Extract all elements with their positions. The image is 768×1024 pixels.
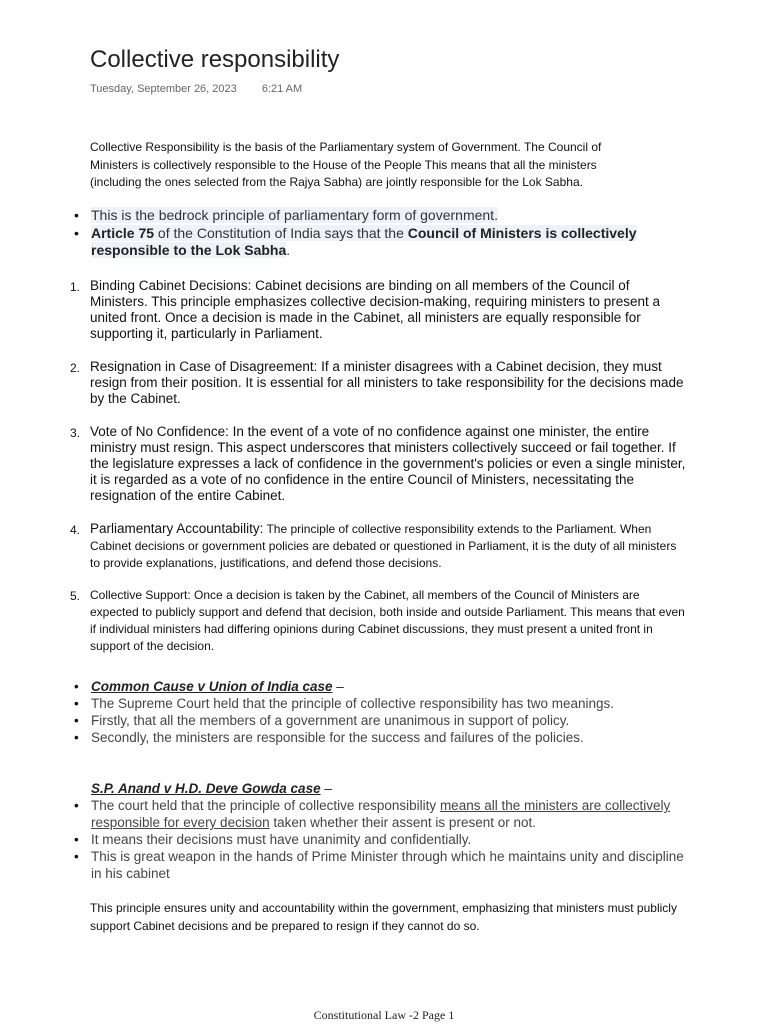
case1-heading: • Common Cause v Union of India case – xyxy=(72,678,692,695)
page-timestamp xyxy=(90,83,324,95)
principle-lead: Parliamentary Accountability: xyxy=(90,521,264,536)
case1-point-1: • The Supreme Court held that the principle of collective responsibility has two meanings. xyxy=(72,695,692,712)
principle-text: Resignation in Case of Disagreement: If a minister disagrees with a Cabinet decision, they must resign from their position. It is essential for all ministers to take responsibility for the decisions made by the Cabinet. xyxy=(90,359,684,406)
intro-paragraph: Collective Responsibility is the basis of the Parliamentary system of Government. The Council of Ministers is collectively responsible to the House of the People This means that all the ministers (including the ones selected from the Rajya Sabha) are jointly responsible for the Lok Sabha. xyxy=(90,140,602,189)
item-number: 4. xyxy=(70,523,81,537)
case2-point-3: • This is great weapon in the hands of Prime Minister through which he maintains unity and discipline in his cabinet xyxy=(72,848,692,882)
closing-paragraph: This principle ensures unity and accountability within the government, emphasizing that ministers must publicly support Cabinet decisions and be prepared to resign if they cannot do so. xyxy=(90,901,677,933)
item-number: 2. xyxy=(70,361,81,375)
case1-list xyxy=(72,678,692,746)
principle-item-5 xyxy=(66,587,686,655)
page-date: Tuesday, September 26, 2023 xyxy=(90,83,237,95)
highlight-bullets xyxy=(72,207,692,260)
principle-text: Vote of No Confidence: In the event of a vote of no confidence against one minister, the entire ministry must resign. This aspect underscores that ministers collectively succeed or fail together. If the legislature expresses a lack of confidence in the government's policies or even a single minister, it is regarded as a vote of no confidence in the entire Council of Ministers, necessitating the resignation of the entire Cabinet. xyxy=(90,424,686,503)
case2-point-2: • It means their decisions must have unanimity and confidentially. xyxy=(72,831,692,848)
page-footer: Constitutional Law -2 Page 1 xyxy=(313,1008,455,1022)
case1-point-2: • Firstly, that all the members of a government are unanimous in support of policy. xyxy=(72,712,692,729)
item-number: 5. xyxy=(70,589,81,603)
principle-item-1 xyxy=(66,278,686,342)
item-number: 1. xyxy=(70,280,81,294)
principle-text: Collective Support: Once a decision is taken by the Cabinet, all members of the Council of Ministers are expected to publicly support and defend that decision, both inside and outside Parliament. This means that even if individual ministers had differing opinions during Cabinet discussions, they must present a united front in support of the decision. xyxy=(90,588,685,653)
case2-heading: S.P. Anand v H.D. Deve Gowda case – xyxy=(91,781,332,796)
case1-point-3: • Secondly, the ministers are responsible for the success and failures of the policies. xyxy=(72,729,692,746)
principle-item-3 xyxy=(66,424,686,504)
highlight-bullet-2: • Article 75 of the Constitution of India says that the Council of Ministers is collectively responsible to the Lok Sabha. xyxy=(72,225,692,259)
case2-point-1: • The court held that the principle of collective responsibility means all the ministers are collectively responsible for every decision taken whether their assent is present or not. xyxy=(72,797,692,831)
item-number: 3. xyxy=(70,426,81,440)
principle-text: Binding Cabinet Decisions: Cabinet decisions are binding on all members of the Council of Ministers. This principle emphasizes collective decision-making, requiring ministers to present a united front. Once a decision is made in the Cabinet, all ministers are equally responsible for supporting it, particularly in Parliament. xyxy=(90,278,660,341)
page-title: Collective responsibility xyxy=(90,46,340,73)
case2-list xyxy=(72,797,692,882)
principle-item-4 xyxy=(66,521,686,572)
principle-text: The principle of collective responsibility extends to the Parliament. When Cabinet decisions or government policies are debated or questioned in Parliament, it is the duty of all ministers to provide explanations, justifications, and defend those decisions. xyxy=(90,522,677,570)
highlight-bullet-1: • This is the bedrock principle of parliamentary form of government. xyxy=(72,207,692,224)
page-time: 6:21 AM xyxy=(261,83,303,95)
principle-item-2 xyxy=(66,359,686,407)
principles-list xyxy=(66,278,686,655)
